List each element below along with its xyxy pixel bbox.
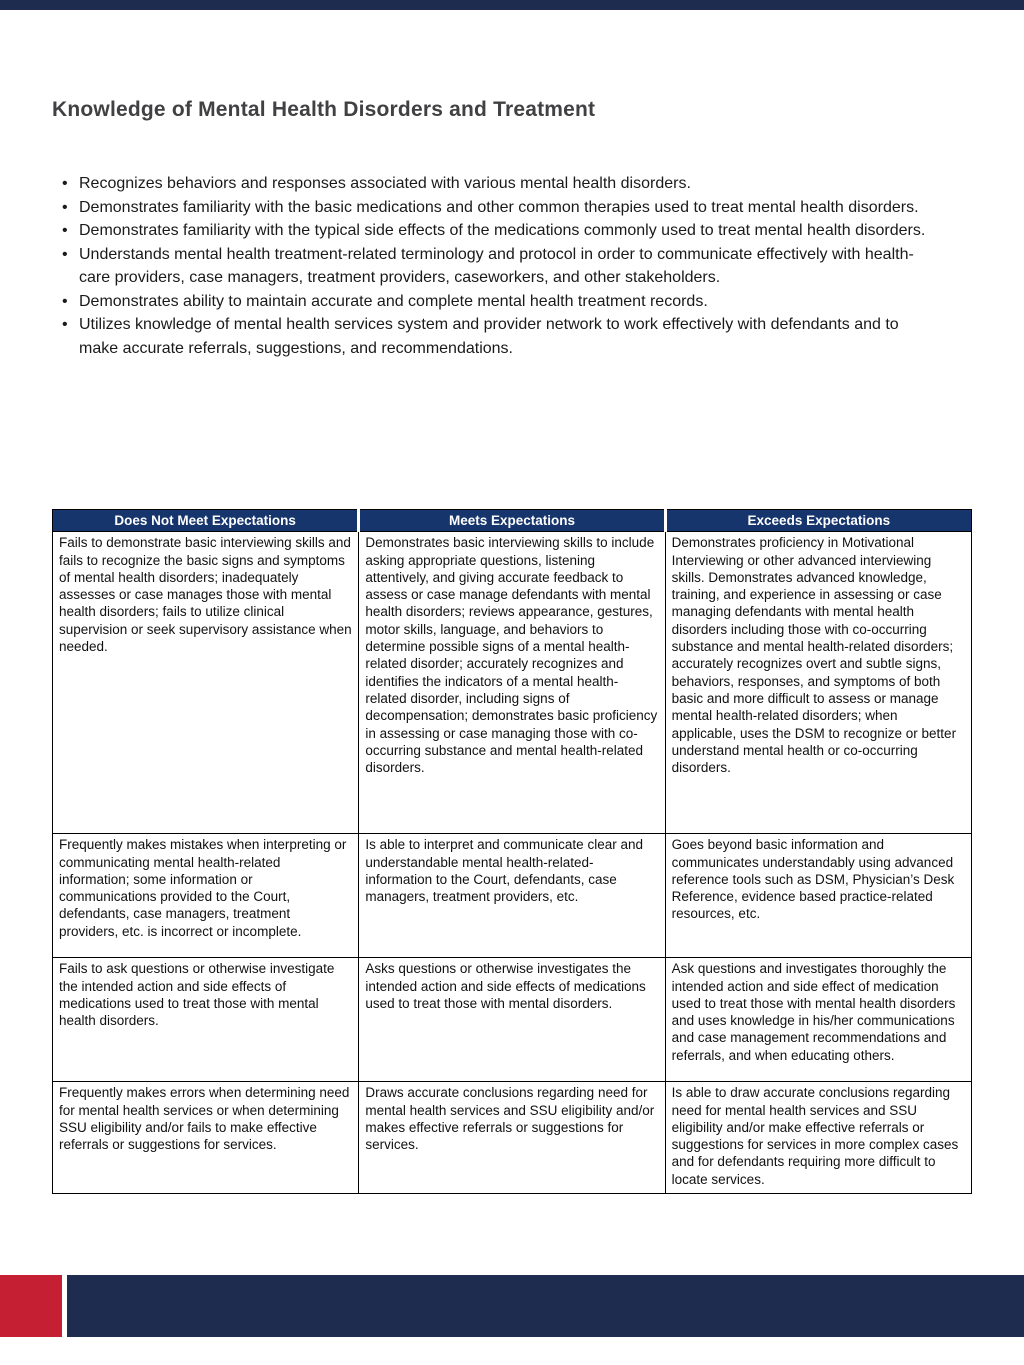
table-cell: Goes beyond basic information and communicates understandably using advanced reference tools such as DSM, Physician’s Desk Reference, evidence based practice-related resources, etc. [665,834,971,958]
top-accent-bar [0,0,1024,10]
table-cell: Fails to demonstrate basic interviewing skills and fails to recognize the basic signs and symptoms of mental health disorders; inadequately assesses or case manages those with mental health disorders; fails to utilize clinical supervision or seek supervisory assistance when needed. [53,532,359,834]
page-title: Knowledge of Mental Health Disorders and Treatment [52,98,596,121]
table-header-row [53,510,972,532]
footer-navy-bar [67,1275,1024,1337]
table-cell: Demonstrates proficiency in Motivational Interviewing or other advanced interviewing skills. Demonstrates advanced knowledge, training, and experience in assessing or case managing defendants with mental health disorders including those with co-occurring substance and mental health-related disorders; accurately recognizes overt and subtle signs, behaviors, responses, and symptoms of both basic and more difficult to assess or manage mental health-related disorders; when applicable, uses the DSM to recognize or better understand mental health or co-occurring disorders. [665,532,971,834]
bullet-text: Understands mental health treatment-related terminology and protocol in order to communicate effectively with health-care providers, case managers, treatment providers, caseworkers, and other stakeholders. [79,245,914,286]
bullet-item [52,243,937,290]
bullet-item [52,313,937,360]
table-cell: Is able to interpret and communicate clear and understandable mental health-related-information to the Court, defendants, case managers, treatment providers, etc. [359,834,665,958]
bullet-icon: • [62,198,68,216]
table-cell: Frequently makes errors when determining need for mental health services or when determining SSU eligibility and/or fails to make effective referrals or suggestions for services. [53,1082,359,1194]
table-row [53,958,972,1082]
table-cell: Frequently makes mistakes when interpreting or communicating mental health-related information; some information or communications provided to the Court, defendants, case managers, treatment providers, etc. is incorrect or incomplete. [53,834,359,958]
table-row [53,1082,972,1194]
table-cell: Ask questions and investigates thoroughly the intended action and side effect of medication used to treat those with mental health disorders and uses knowledge in his/her communications and case management recommendations and referrals, and when educating others. [665,958,971,1082]
bullet-item [52,290,937,314]
table-cell: Draws accurate conclusions regarding need for mental health services and SSU eligibility and/or makes effective referrals or suggestions for services. [359,1082,665,1194]
table-row [53,834,972,958]
column-header-meets: Meets Expectations [359,510,665,532]
table-row [53,532,972,834]
table-cell: Fails to ask questions or otherwise investigate the intended action and side effects of medications used to treat those with mental health disorders. [53,958,359,1082]
bullet-text: Demonstrates familiarity with the typical side effects of the medications commonly used to treat mental health disorders. [79,222,926,239]
column-header-exceeds: Exceeds Expectations [665,510,971,532]
bullet-icon: • [62,292,68,310]
bullet-icon: • [62,316,68,333]
bullet-item [52,219,937,243]
bullet-item [52,172,937,196]
footer-red-square [0,1275,62,1337]
table-cell: Asks questions or otherwise investigates the intended action and side effects of medications used to treat those with mental disorders. [359,958,665,1082]
bullet-icon: • [62,175,68,192]
bullet-item [52,196,937,220]
bullet-icon: • [62,245,68,263]
bullet-text: Demonstrates familiarity with the basic medications and other common therapies used to treat mental health disorders. [79,198,919,216]
bullet-icon: • [62,222,68,239]
table-cell: Is able to draw accurate conclusions regarding need for mental health services and SSU eligibility and/or make effective referrals or suggestions for services in more complex cases and for defendants requiring more difficult to locate services. [665,1082,971,1194]
bullet-list [52,172,937,360]
column-header-does-not-meet: Does Not Meet Expectations [53,510,359,532]
bullet-text: Demonstrates ability to maintain accurate and complete mental health treatment records. [79,292,708,310]
bullet-text: Utilizes knowledge of mental health services system and provider network to work effectively with defendants and to make accurate referrals, suggestions, and recommendations. [79,316,899,357]
bullet-text: Recognizes behaviors and responses associated with various mental health disorders. [79,175,691,192]
expectations-rubric-table [52,509,972,1194]
table-cell: Demonstrates basic interviewing skills to include asking appropriate questions, listening attentively, and giving accurate feedback to assess or case manage defendants with mental health disorders; reviews appearance, gestures, motor skills, language, and behaviors to determine possible signs of a mental health-related disorder; accurately recognizes and identifies the indicators of a mental health-related disorder, including signs of decompensation; demonstrates basic proficiency in assessing or case managing those with co-occurring substance and mental health-related disorders. [359,532,665,834]
